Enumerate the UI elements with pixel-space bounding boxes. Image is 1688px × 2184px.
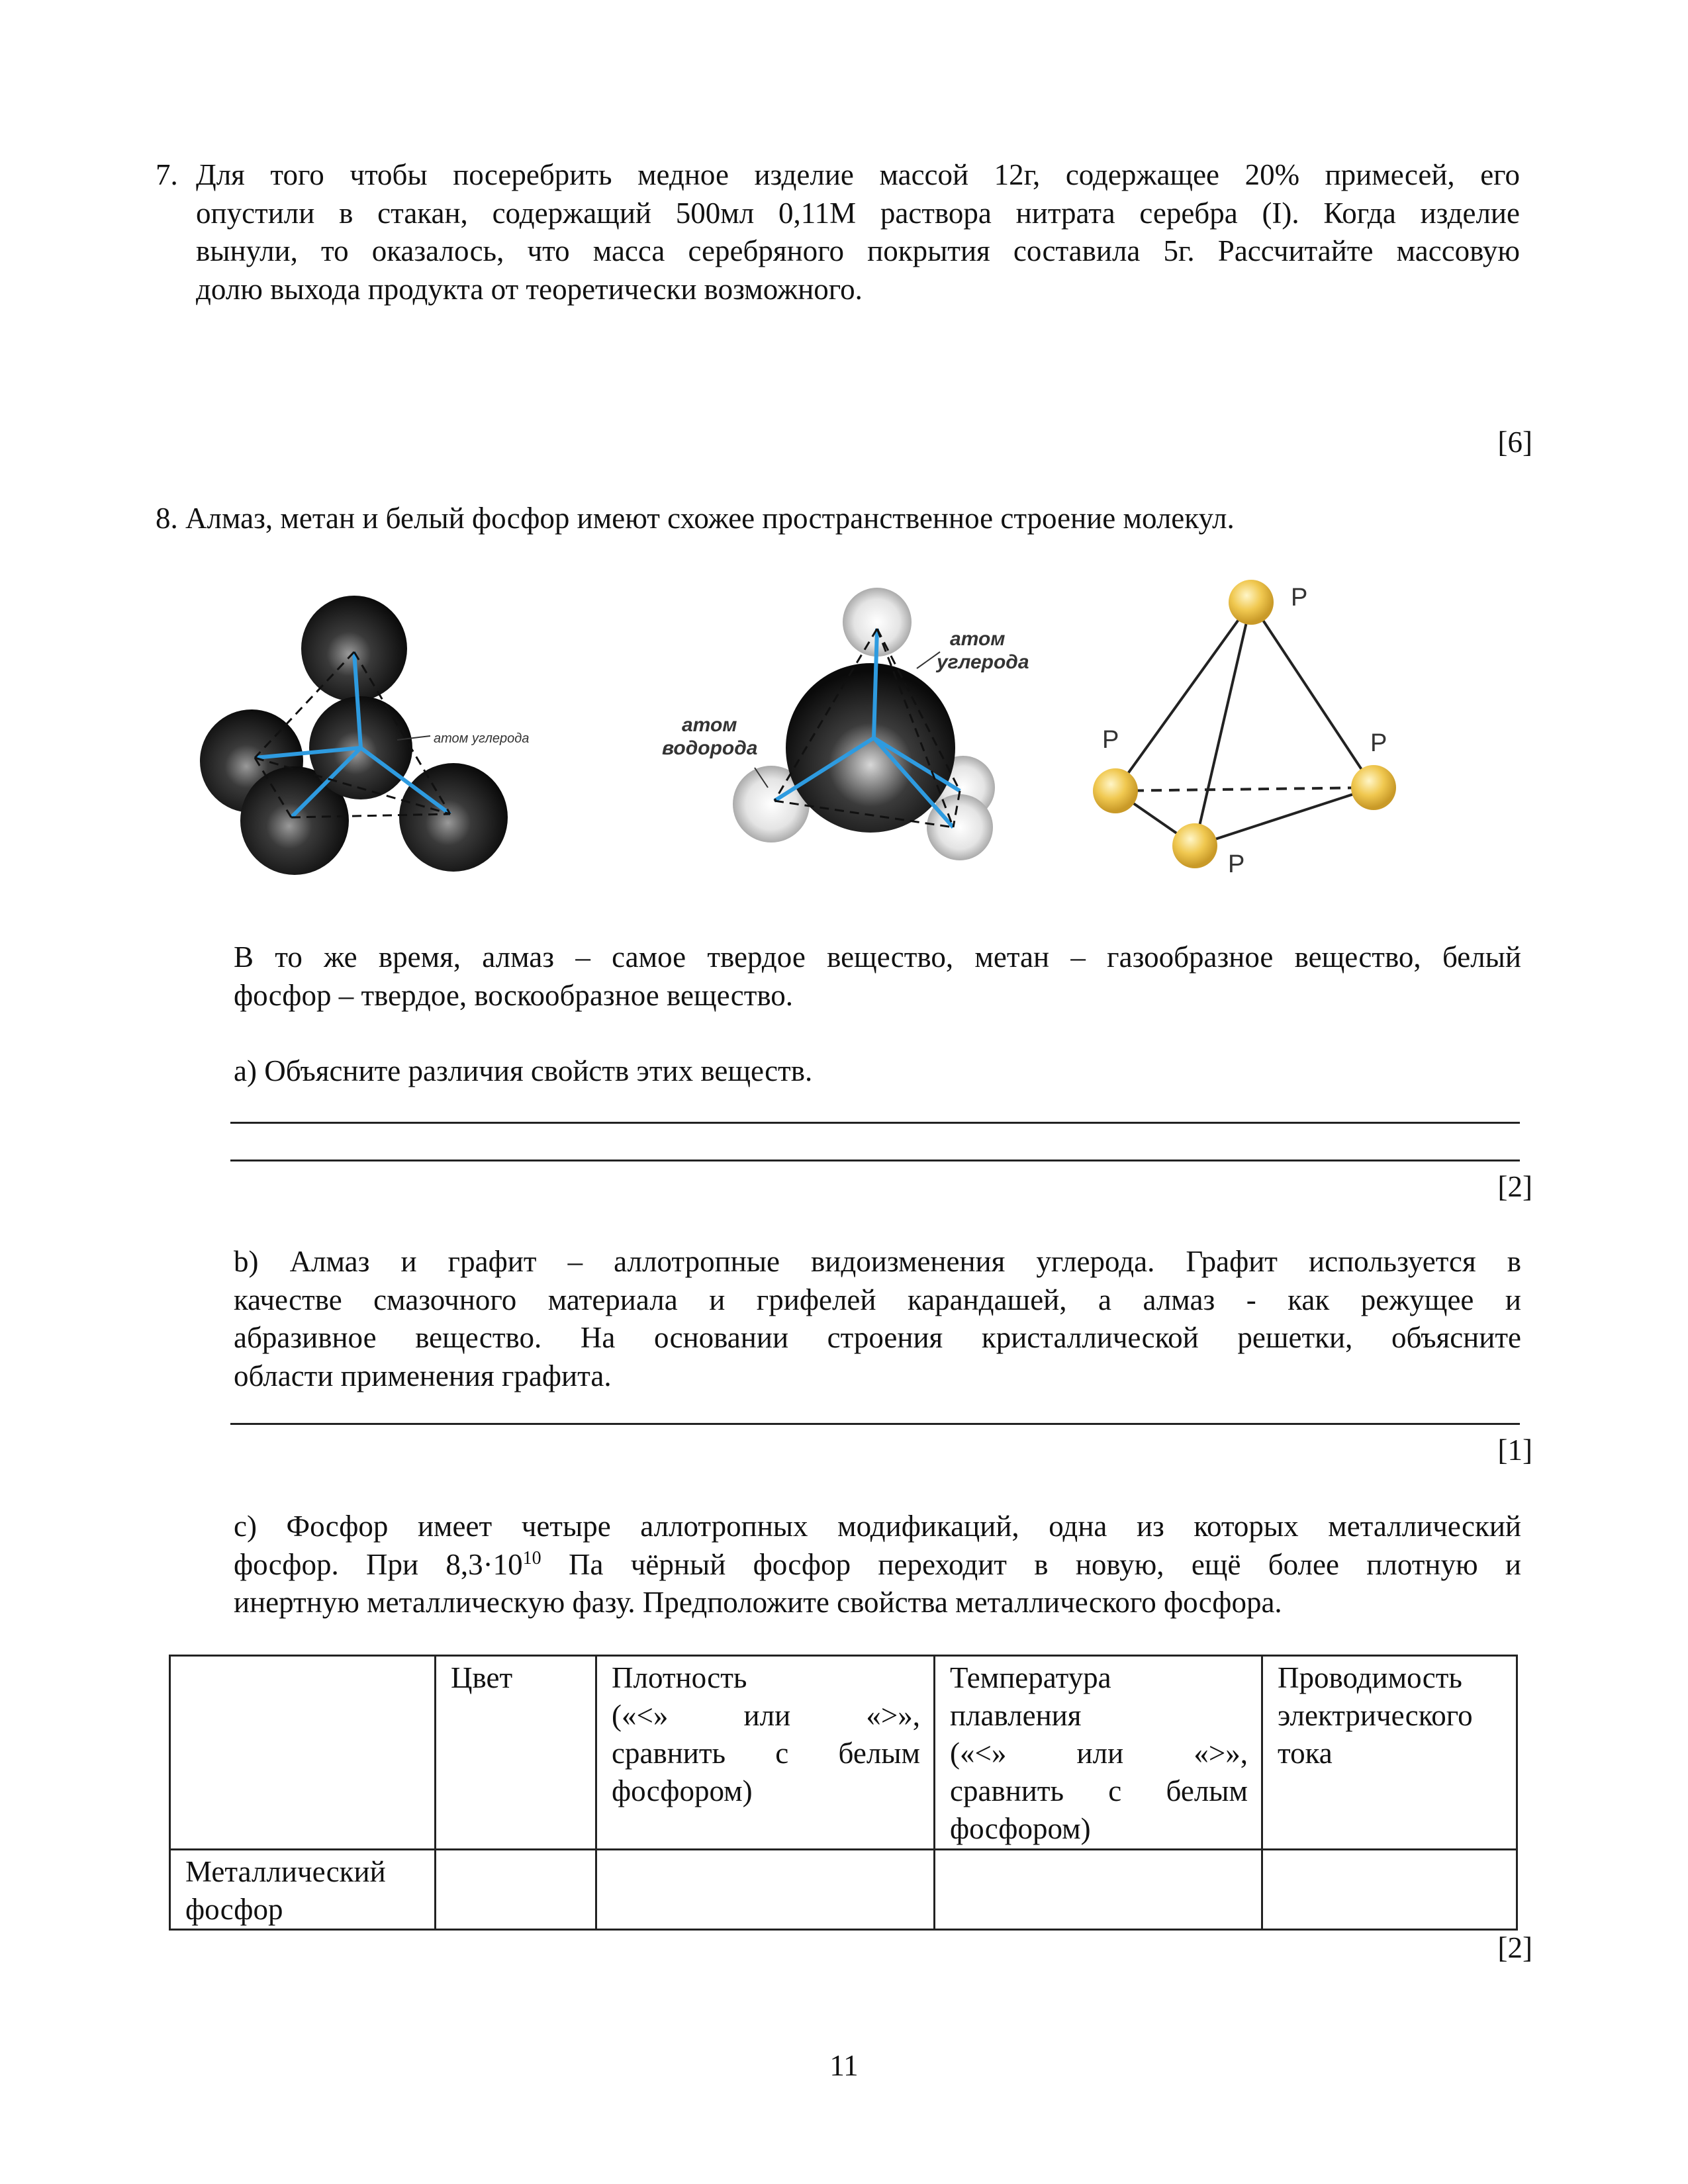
q8-properties-line: В то же время, алмаз – самое твердое вещество, метан – газообразное вещество, белый <box>234 940 1521 974</box>
q8b-line: b) Алмаз и графит – аллотропные видоизменения углерода. Графит используется в <box>234 1245 1521 1278</box>
carbon-atom <box>301 596 407 702</box>
header-text: сравнить с белым <box>950 1774 1248 1807</box>
header-text: («<» или «>», <box>950 1737 1248 1770</box>
q7-line: вынули, то оказалось, что масса серебряного покрытия составила 5г. Рассчитайте массовую <box>196 234 1520 267</box>
phosphorus-label: P <box>1102 726 1119 754</box>
methane-structure-figure <box>662 588 1029 860</box>
carbon-atom <box>399 763 508 872</box>
header-text: («<» или «>», <box>612 1699 920 1732</box>
q8c-line2-end: Па чёрный фосфор переходит в новую, ещё более плотную и <box>541 1547 1521 1581</box>
row-label: фосфор <box>185 1893 283 1926</box>
header-text: Плотность <box>612 1661 747 1694</box>
q8a-score: [2] <box>1497 1170 1532 1203</box>
density-answer-cell[interactable] <box>596 1850 935 1930</box>
q7-line: Для того чтобы посеребрить медное изделие массой 12г, содержащее 20% примесей, его <box>196 158 1520 191</box>
header-text: электрического <box>1278 1699 1473 1732</box>
q8-properties-line: фосфор – твердое, воскообразное вещество. <box>234 978 794 1012</box>
diamond-carbon-label: атом углерода <box>434 731 530 746</box>
molecule-figures <box>0 0 1688 927</box>
phosphorus-label: P <box>1291 584 1308 612</box>
q8-intro: 8. Алмаз, метан и белый фосфор имеют схожее пространственное строение молекул. <box>156 502 1235 535</box>
phosphorus-atom <box>1172 823 1217 868</box>
methane-hydrogen-label: атом <box>682 714 737 736</box>
phosphorus-label: P <box>1370 729 1387 757</box>
color-header <box>436 1656 596 1850</box>
q7-line: опустили в стакан, содержащий 500мл 0,11М раствора нитрата серебра (I). Когда изделие <box>196 196 1520 230</box>
phosphorus-label: P <box>1228 850 1245 878</box>
q8c-line: c) Фосфор имеет четыре аллотропных модификаций, одна из которых металлический <box>234 1510 1521 1543</box>
q8-properties-text <box>234 938 1521 1015</box>
methane-carbon-label: углерода <box>937 651 1029 673</box>
conductivity-answer-cell[interactable] <box>1262 1850 1517 1930</box>
white-phosphorus-figure <box>1093 580 1396 878</box>
phosphorus-atom <box>1351 765 1396 810</box>
properties-table <box>169 1655 1518 1931</box>
table-header-row <box>170 1656 1517 1850</box>
melting-header <box>935 1656 1262 1850</box>
header-text: фосфором) <box>612 1774 753 1807</box>
header-text: сравнить с белым <box>612 1737 920 1770</box>
header-text: Температура <box>950 1661 1111 1694</box>
row-label-cell <box>170 1850 436 1930</box>
table-row <box>170 1850 1517 1930</box>
q8c-score: [2] <box>1497 1931 1532 1964</box>
color-answer-cell[interactable] <box>436 1850 596 1930</box>
q8c-line <box>234 1546 1521 1584</box>
q7-line: долю выхода продукта от теоретически возможного. <box>196 272 863 306</box>
answer-line[interactable] <box>230 1122 1520 1124</box>
diamond-structure-figure <box>200 596 529 875</box>
hydrogen-atom <box>927 794 993 860</box>
methane-carbon-label: атом <box>950 628 1006 650</box>
density-header <box>596 1656 935 1850</box>
q8b-line: качестве смазочного материала и грифелей карандашей, а алмаз - как режущее и <box>234 1283 1521 1316</box>
phosphorus-atom <box>1093 768 1138 813</box>
page-number: 11 <box>829 2049 859 2082</box>
q8b-line: области применения графита. <box>234 1359 612 1392</box>
header-text: Проводимость <box>1278 1661 1462 1694</box>
q8b-line: абразивное вещество. На основании строения кристаллической решетки, объясните <box>234 1321 1521 1354</box>
answer-line[interactable] <box>230 1160 1520 1161</box>
q8c-line: инертную металлическую фазу. Предположите свойства металлического фосфора. <box>234 1586 1282 1619</box>
methane-hydrogen-label: водорода <box>662 737 758 759</box>
q7-number: 7. <box>156 158 178 191</box>
exponent: 10 <box>522 1547 541 1569</box>
header-text: тока <box>1278 1737 1333 1770</box>
header-text: фосфором) <box>950 1812 1091 1845</box>
q8b-score: [1] <box>1497 1433 1532 1467</box>
empty-header-cell <box>170 1656 436 1850</box>
answer-line[interactable] <box>230 1423 1520 1425</box>
row-label: Металлический <box>185 1855 386 1888</box>
q8c-line2-start: фосфор. При 8,3·10 <box>234 1547 523 1581</box>
conductivity-header <box>1262 1656 1517 1850</box>
q7-score: [6] <box>1497 426 1532 459</box>
melting-answer-cell[interactable] <box>935 1850 1262 1930</box>
q8a-question: a) Объясните различия свойств этих веществ. <box>234 1054 813 1087</box>
phosphorus-atom <box>1229 580 1274 625</box>
q8c-text <box>234 1508 1521 1622</box>
q8b-text <box>234 1243 1521 1395</box>
header-text: Цвет <box>451 1661 513 1694</box>
header-text: плавления <box>950 1699 1082 1732</box>
